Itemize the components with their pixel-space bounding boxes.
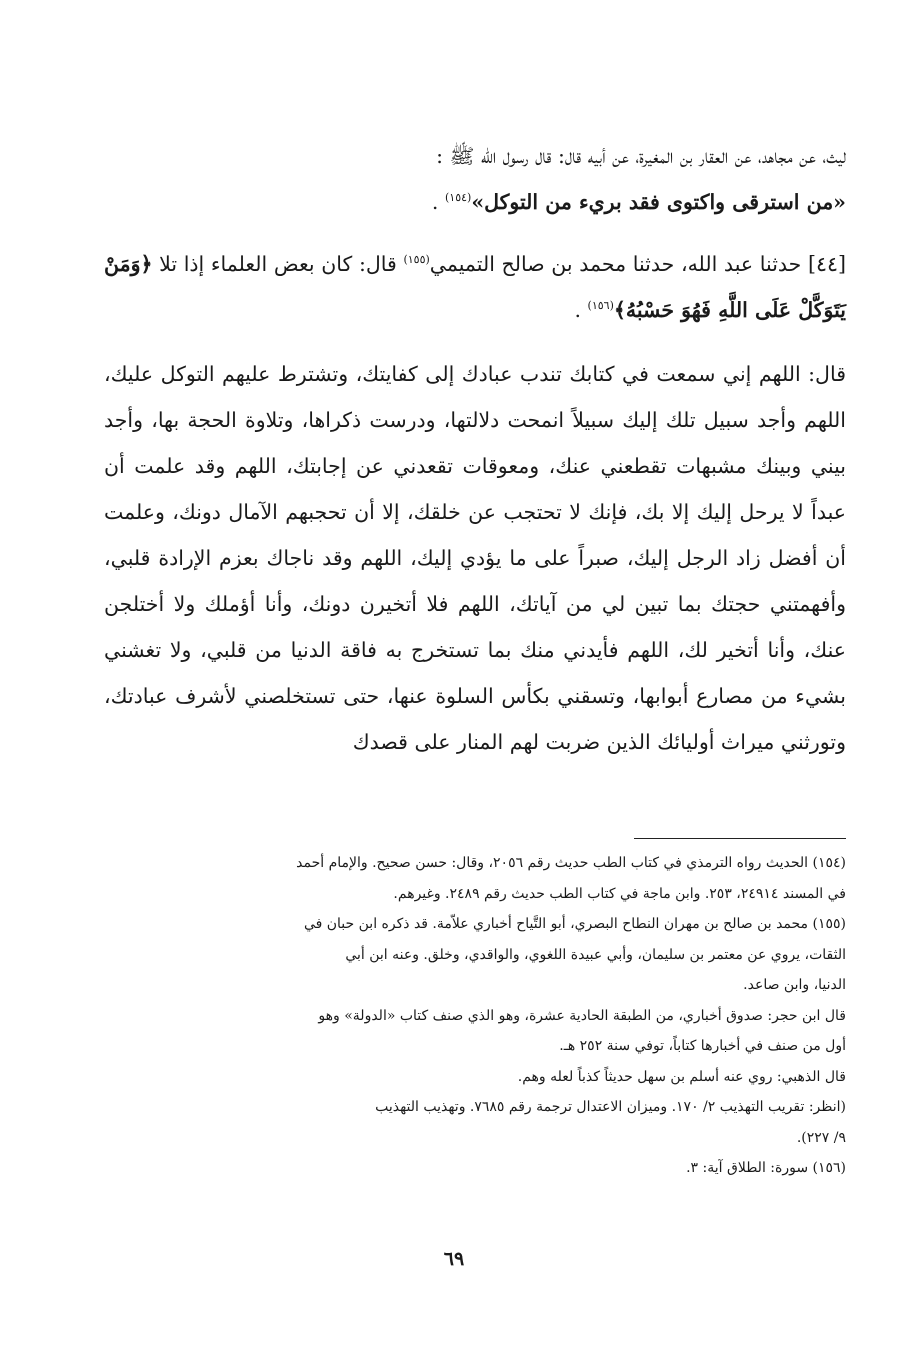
footnote-155-line: الدنيا، وابن صاعد.	[743, 977, 846, 993]
footnote-155-line: ٩/ ٢٢٧).	[796, 1129, 846, 1146]
paragraph-2	[104, 241, 846, 333]
footnote-154-line: في المسند ٢٤٩١٤، ٢٥٣. وابن ماجة في كتاب الطب حديث رقم ٢٤٨٩. وغيرهم.	[393, 885, 846, 902]
footnotes	[104, 848, 846, 1184]
footnote-155-line: قال الذهبي: روي عنه أسلم بن سهل حديثاً كذباً لعله وهم.	[517, 1068, 846, 1085]
footnote-155-line: (انظر: تقريب التهذيب ٢/ ١٧٠. وميزان الاعتدال ترجمة رقم ٧٦٨٥. وتهذيب التهذيب	[375, 1099, 846, 1115]
quran-verse: ﴿وَمَنْ يَتَوَكَّلْ عَلَى اللَّهِ فَهُوَ حَسْبُهُ﴾	[104, 252, 846, 322]
footnote-ref-155: (١٥٥)	[403, 253, 430, 267]
paragraph-3: قال: اللهم إني سمعت في كتابك تندب عبادك إلى كفايتك، وتشترط عليهم التوكل عليك، اللهم وأجد سبيل تلك إليك سبيلاً انمحت دلالتها، ودرست ذكراها، وتلاوة الحجة بها، وأجد بيني وبينك مشبهات تقطعني عنك، ومعوقات تقعدني عن إجابتك، اللهم وقد علمت أن عبداً لا يرحل إليك إلا بك، فإنك لا تحتجب عن خلقك، إلا أن تحجبهم الآمال دونك، وعلمت أن أفضل زاد الرجل إليك، صبراً على ما يؤدي إليك، اللهم وقد ناجاك بعزم الإرادة قلبي، وأفهمتني حجتك بما تبين لي من آياتك، اللهم فلا أتخيرن دونك، وأنا أؤملك ولا أختلجن عنك، وأنا أتخير لك، اللهم فأيدني منك بما تستخرج به فاقة الدنيا من قلبي، ولا تغشني بشيء من مصارع أبوابها، وتسقني بكأس السلوة عنها، حتى تستخلصني لأشرف عبادتك، وتورثني ميراث أوليائك الذين ضربت لهم المنار على قصدك	[104, 362, 846, 754]
footnote-155-line: الثقات، يروي عن معتمر بن سليمان، وأبي عبيدة اللغوي، والواقدي، وخلق. وعنه ابن أبي	[345, 946, 846, 963]
footnote-ref-154: (١٥٤)	[444, 191, 472, 205]
page-number: ٦٩	[443, 1248, 465, 1270]
paragraph-1-line-1: ليث، عن مجاهد، عن العقار بن المغيرة، عن أبيه قال: قال رسول الله ﷺ :	[436, 144, 846, 168]
paragraph-1-hadith	[104, 179, 846, 225]
period: .	[574, 298, 581, 322]
footnote-156-line: (١٥٦) سورة: الطلاق آية: ٣.	[686, 1160, 846, 1176]
main-text	[104, 133, 846, 765]
paragraph-2-text: [٤٤] حدثنا عبد الله، حدثنا محمد بن صالح التميمي	[429, 252, 847, 276]
footnote-155-line: (١٥٥) محمد بن صالح بن مهران النطاح البصري، أبو التَّياح أخباري علاّمة. قد ذكره ابن حبان في	[303, 916, 846, 932]
footnote-ref-156: (١٥٦)	[587, 299, 614, 313]
period: .	[431, 190, 439, 214]
footnote-separator	[634, 838, 846, 839]
footnote-155-line: قال ابن حجر: صدوق أخباري، من الطبقة الحادية عشرة، وهو الذي صنف كتاب «الدولة» وهو	[318, 1007, 846, 1024]
paragraph-2-text-2: قال: كان بعض العلماء إذا تلا	[152, 252, 404, 276]
footnote-154-line: (١٥٤) الحديث رواه الترمذي في كتاب الطب حديث رقم ٢٠٥٦، وقال: حسن صحيح. والإمام أحمد	[296, 855, 846, 871]
hadith-text: «من استرقى واكتوى فقد بريء من التوكل»	[471, 190, 846, 214]
footnote-155-line: أول من صنف في أخبارها كتاباً، توفي سنة ٢٥٢ هـ.	[559, 1038, 846, 1054]
